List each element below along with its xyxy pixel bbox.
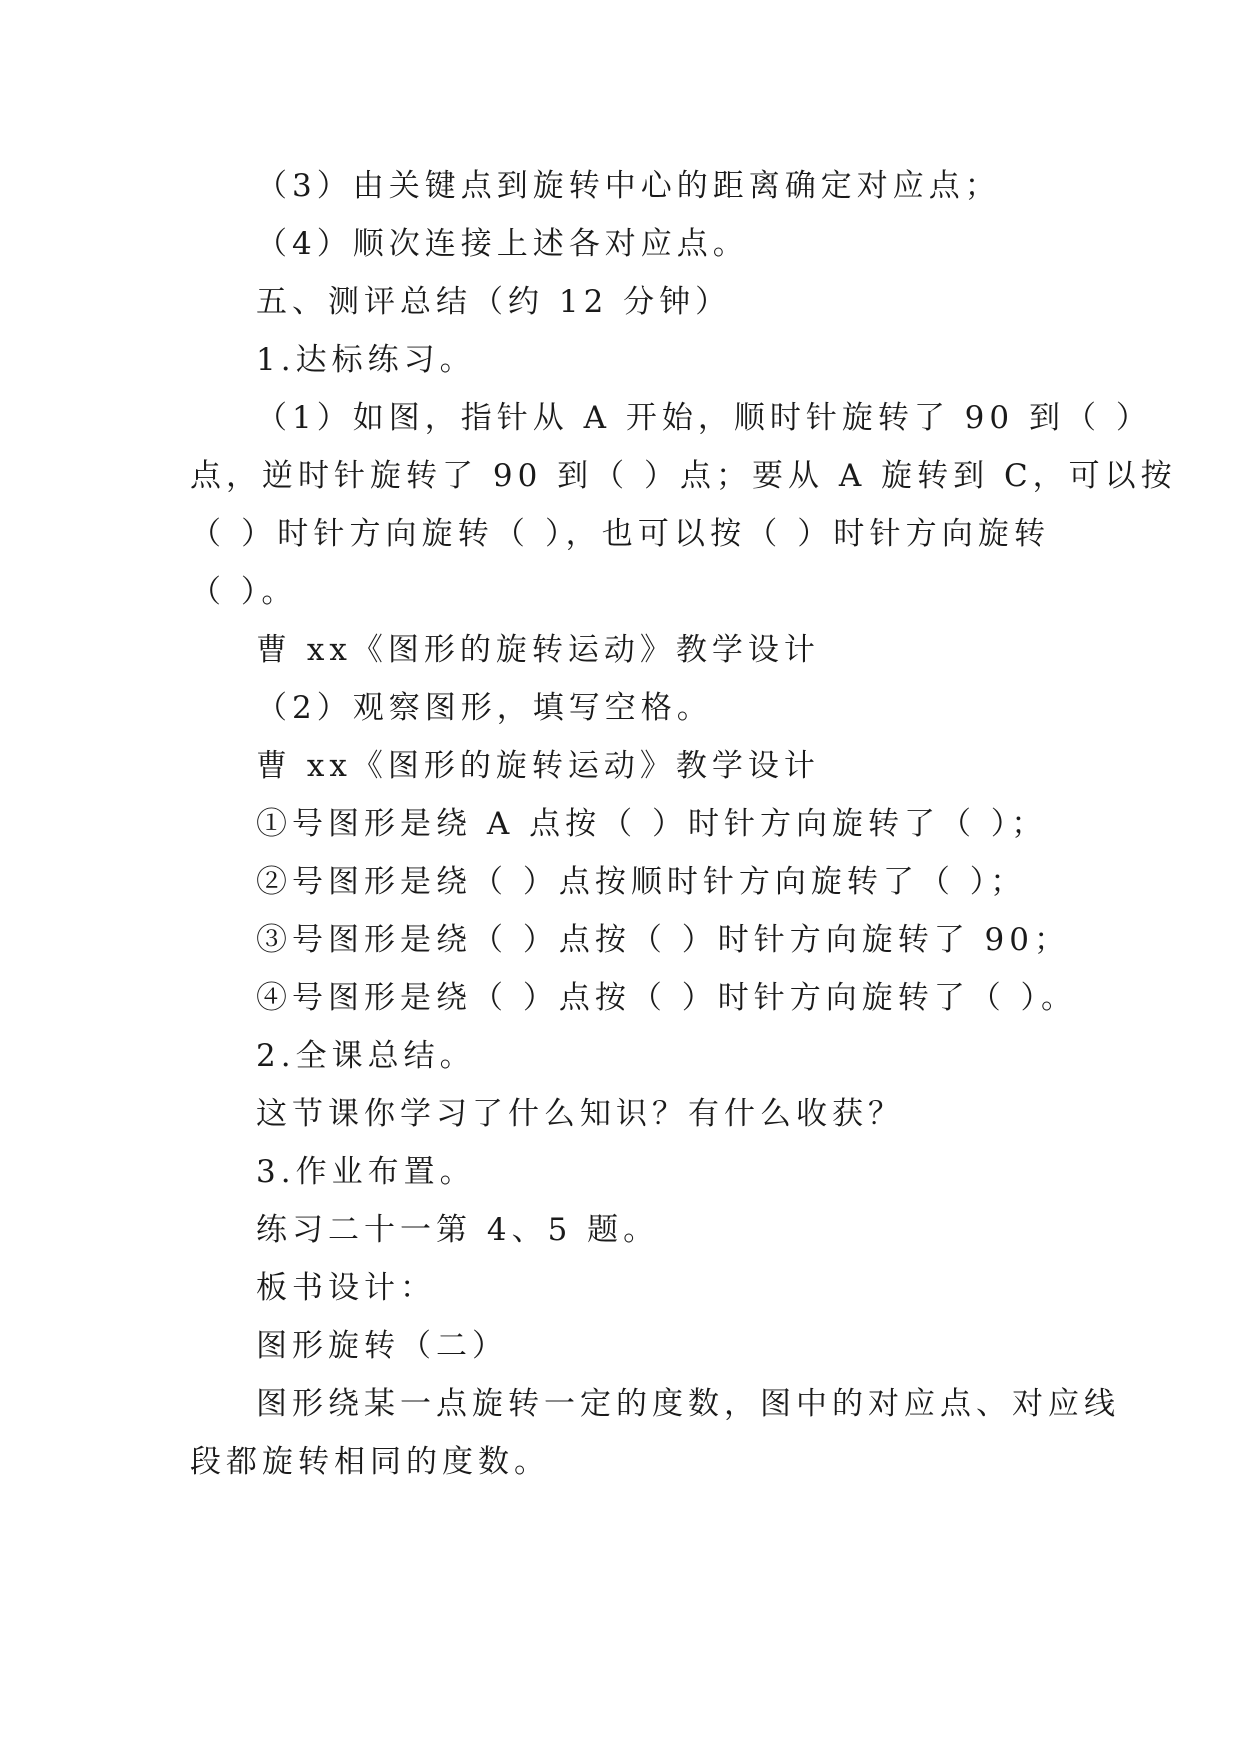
question-1-line-2: 点，逆时针旋转了 90 到（ ）点；要从 A 旋转到 C，可以按 (190, 458, 1177, 494)
section-heading: 五、测评总结（约 12 分钟） (256, 284, 732, 320)
board-design-label: 板书设计： (256, 1270, 436, 1306)
subheading-summary: 2.全课总结。 (256, 1038, 476, 1074)
homework-text: 练习二十一第 4、5 题。 (256, 1212, 660, 1248)
subheading-practice: 1.达标练习。 (256, 342, 476, 378)
question-2-text: （2）观察图形，填写空格。 (256, 690, 713, 726)
figure-4-question: ④号图形是绕（ ）点按（ ）时针方向旋转了（ ）。 (256, 980, 1078, 1016)
figure-1-question: ①号图形是绕 A 点按（ ）时针方向旋转了（ ）； (256, 806, 1048, 842)
figure-2-question: ②号图形是绕（ ）点按顺时针方向旋转了（ ）； (256, 864, 1027, 900)
step-3-text: （3）由关键点到旋转中心的距离确定对应点； (256, 168, 1001, 204)
step-4-text: （4）顺次连接上述各对应点。 (256, 226, 749, 262)
board-design-text-line-1: 图形绕某一点旋转一定的度数，图中的对应点、对应线 (256, 1386, 1120, 1422)
board-design-text-line-2: 段都旋转相同的度数。 (190, 1444, 550, 1480)
summary-question: 这节课你学习了什么知识？有什么收获？ (256, 1096, 904, 1132)
question-1-line-1: （1）如图，指针从 A 开始，顺时针旋转了 90 到（ ） (256, 400, 1152, 436)
question-1-line-3: （ ）时针方向旋转（ ），也可以按（ ）时针方向旋转 (190, 516, 1050, 552)
figure-caption-1: 曹 xx《图形的旋转运动》教学设计 (256, 632, 820, 668)
figure-caption-2: 曹 xx《图形的旋转运动》教学设计 (256, 748, 820, 784)
board-design-title: 图形旋转（二） (256, 1328, 508, 1364)
question-1-line-4: （ ）。 (190, 574, 298, 610)
figure-3-question: ③号图形是绕（ ）点按（ ）时针方向旋转了 90； (256, 922, 1071, 958)
subheading-homework: 3.作业布置。 (256, 1154, 476, 1190)
